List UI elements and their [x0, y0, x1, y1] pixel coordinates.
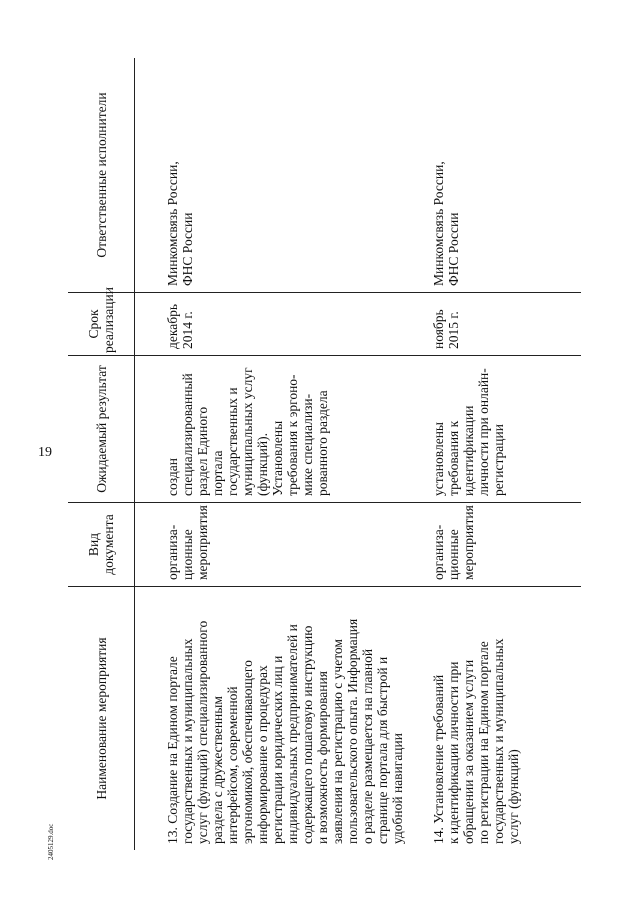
header-expected-result: Ожидаемый результат: [68, 356, 135, 503]
expected-result-cell: установлены требования к идентификации личности при онлайн- регистрации: [419, 356, 581, 503]
document-type-cell: организа- ционные мероприятия: [419, 503, 581, 587]
measures-table: [68, 58, 581, 850]
measure-name-cell: 13. Создание на Едином портале государственных и муниципальных услуг (функций) специализированного раздела с дружественным интерфейсом, современной эргономикой, обеспечивающего информирование о процедурах регистрации юридических лиц и индивидуальных предпринимателей и содержащего пошаговую инструкцию и возможность формирования заявления на регистрацию с учетом пользовательского опыта. Информация о разделе размещается на главной странице портала для быстрой и удобной навигации: [165, 618, 405, 844]
deadline-cell: декабрь 2014 г.: [135, 293, 420, 356]
executors-cell: Минкомсвязь России, ФНС России: [135, 58, 420, 293]
header-executors: Ответственные исполнители: [68, 58, 135, 293]
document-code: 2405129.doc: [47, 823, 55, 860]
table-row: [419, 58, 581, 850]
table-header-row: [68, 58, 135, 850]
expected-result-cell: создан специализированный раздел Единого портала государственных и муниципальных услуг (функций). Установлены требования к эргоно- мике специализи- рованного раздела: [135, 356, 420, 503]
header-deadline: Срок реализации: [68, 293, 135, 356]
table-row: [135, 58, 420, 850]
document-type-cell: организа- ционные мероприятия: [135, 503, 420, 587]
deadline-cell: ноябрь 2015 г.: [419, 293, 581, 356]
header-measure-name: Наименование мероприятия: [68, 587, 135, 851]
executors-cell: Минкомсвязь России, ФНС России: [419, 58, 581, 293]
page-number: 19: [38, 445, 52, 460]
rotated-table-container: [68, 60, 588, 850]
header-document-type: Вид документа: [68, 503, 135, 587]
measure-name-cell: 14. Установление требований к идентификации личности при обращении за оказанием услуги по регистрации на Едином портале государственных и муниципальных услуг (функций): [431, 638, 521, 844]
